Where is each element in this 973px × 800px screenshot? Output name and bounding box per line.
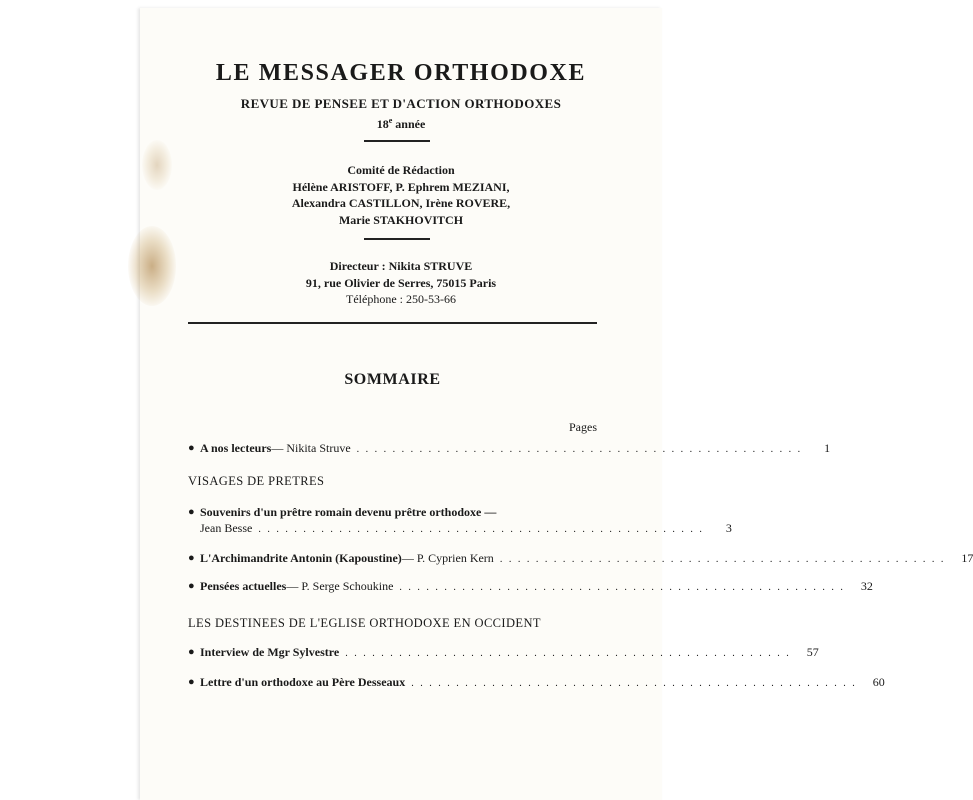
- divider-rule: [364, 238, 430, 240]
- masthead-title: LE MESSAGER ORTHODOXE: [215, 60, 587, 86]
- committee-line: Alexandra CASTILLON, Irène ROVERE,: [291, 196, 511, 210]
- masthead-subtitle: REVUE DE PENSEE ET D'ACTION ORTHODOXES: [240, 96, 562, 111]
- leader-dots: . . . . . . . . . . . . . . . . . . . . . . . . . . . . . . . . . . . . . . . . . . . . . . . . . .: [499, 554, 946, 565]
- bullet-icon: ●: [188, 580, 195, 592]
- entry-page: 1: [824, 441, 831, 455]
- leader-dots: . . . . . . . . . . . . . . . . . . . . . . . . . . . . . . . . . . . . . . . . . . . . . . . . . .: [356, 444, 803, 455]
- bullet-icon: ●: [188, 506, 195, 518]
- year-word: année: [392, 117, 426, 131]
- entry-title: L'Archimandrite Antonin (Kapoustine): [200, 551, 402, 565]
- toc-entry: [188, 504, 732, 538]
- entry-title: Souvenirs d'un prêtre romain devenu prêtre orthodoxe —: [200, 505, 497, 519]
- edition-year: [140, 116, 662, 132]
- entry-page: 60: [872, 675, 885, 689]
- toc-entry: [188, 674, 885, 692]
- director-info: [140, 258, 662, 308]
- committee-line: Hélène ARISTOFF, P. Ephrem MEZIANI,: [292, 179, 510, 194]
- divider-rule: [364, 140, 430, 142]
- leader-dots: . . . . . . . . . . . . . . . . . . . . . . . . . . . . . . . . . . . . . . . . . . . . . . . . . .: [258, 524, 704, 535]
- sommaire-title: SOMMAIRE: [344, 371, 441, 388]
- toc-entry: [188, 440, 831, 458]
- section-heading: VISAGES DE PRETRES: [188, 474, 325, 488]
- bullet-icon: ●: [188, 676, 195, 688]
- committee-line: Marie STAKHOVITCH: [338, 212, 464, 227]
- entry-page: 17: [961, 551, 973, 565]
- entry-title: Lettre d'un orthodoxe au Père Desseaux: [200, 675, 406, 689]
- phone-line: Téléphone : 250-53-66: [346, 292, 456, 306]
- entry-author: — Nikita Struve: [271, 441, 351, 455]
- leader-dots: . . . . . . . . . . . . . . . . . . . . . . . . . . . . . . . . . . . . . . . . . . . . . . . . . .: [345, 648, 791, 659]
- leader-dots: . . . . . . . . . . . . . . . . . . . . . . . . . . . . . . . . . . . . . . . . . . . . . . . . . .: [399, 582, 845, 593]
- entry-page: 3: [725, 521, 732, 535]
- year-number: 18: [376, 117, 389, 131]
- address-line: 91, rue Olivier de Serres, 75015 Paris: [305, 275, 497, 290]
- toc-entry: [188, 550, 973, 568]
- toc-entry: [188, 578, 873, 596]
- entry-title: A nos lecteurs: [200, 441, 272, 455]
- header-rule: [188, 322, 597, 324]
- entry-author: Jean Besse: [200, 521, 253, 535]
- entry-page: 32: [860, 579, 873, 593]
- editorial-committee: [140, 162, 662, 228]
- bullet-icon: ●: [188, 646, 195, 658]
- year-superscript: e: [388, 116, 393, 125]
- entry-author: — P. Cyprien Kern: [401, 551, 494, 565]
- leader-dots: . . . . . . . . . . . . . . . . . . . . . . . . . . . . . . . . . . . . . . . . . . . . . . . . . .: [411, 678, 857, 689]
- section-heading: LES DESTINEES DE L'EGLISE ORTHODOXE EN OCCIDENT: [188, 616, 541, 630]
- entry-author: — P. Serge Schoukine: [286, 579, 394, 593]
- toc-entry: [188, 644, 819, 662]
- director-line: Directeur : Nikita STRUVE: [329, 259, 473, 273]
- pages-column-header: Pages: [569, 420, 597, 434]
- bullet-icon: ●: [188, 442, 195, 454]
- entry-page: 57: [806, 645, 819, 659]
- committee-title: Comité de Rédaction: [347, 163, 455, 177]
- bullet-icon: ●: [188, 552, 195, 564]
- entry-title: Pensées actuelles: [200, 579, 287, 593]
- entry-title: Interview de Mgr Sylvestre: [200, 645, 340, 659]
